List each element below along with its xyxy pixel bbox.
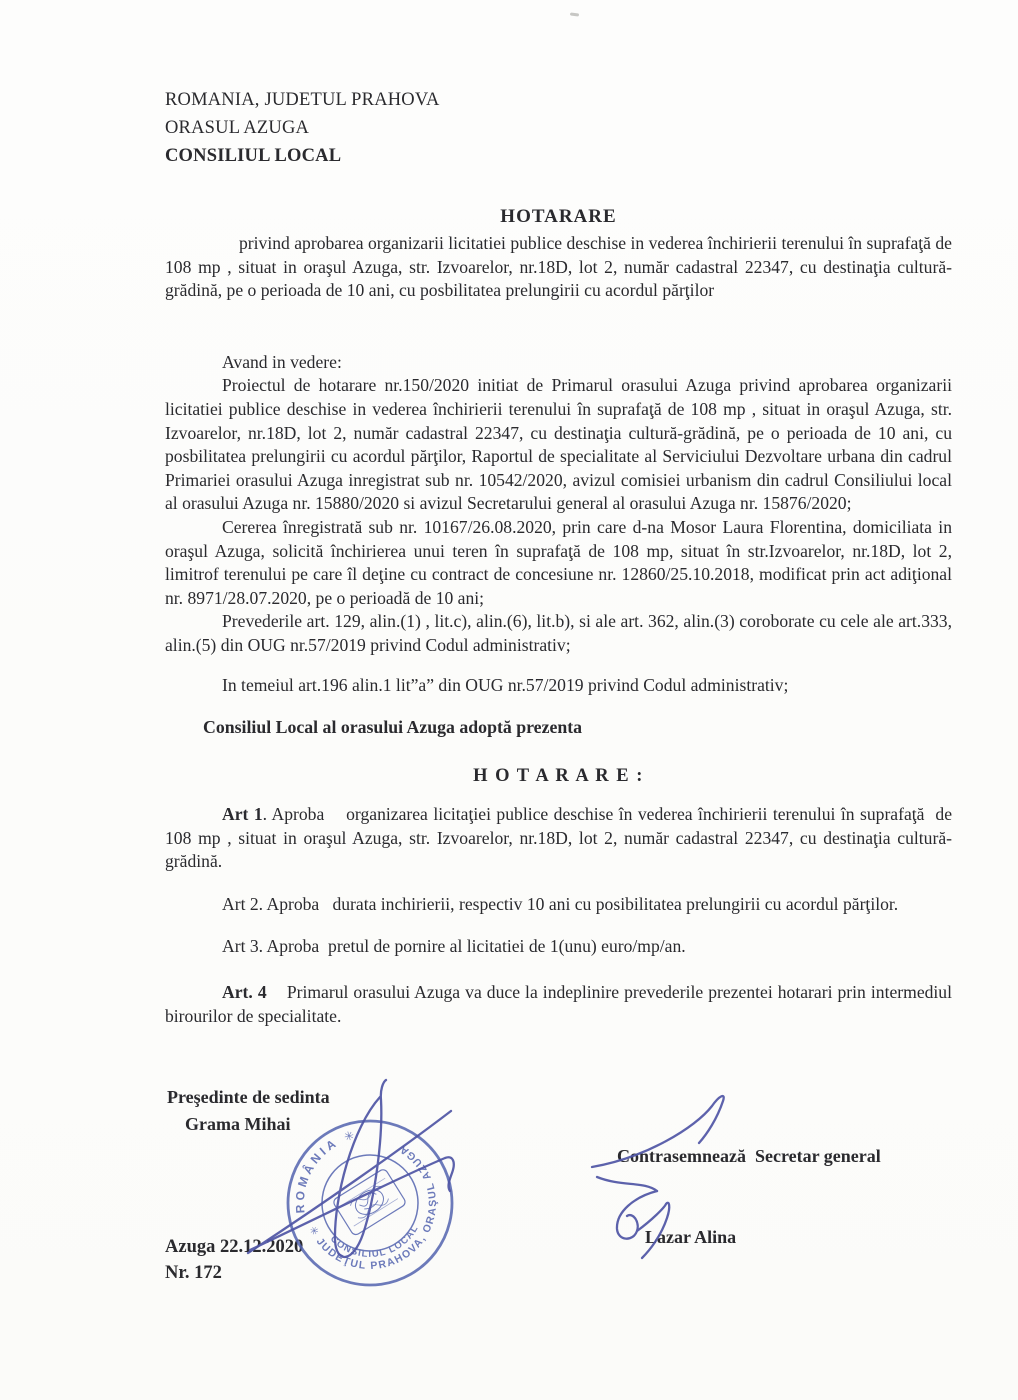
secretary-role: Contrasemnează Secretar general <box>617 1146 881 1167</box>
president-name: Grama Mihai <box>185 1114 291 1135</box>
footer-number: Nr. 172 <box>165 1263 222 1284</box>
article-4 <box>165 981 957 1028</box>
stamp-text-county-city: ✳ JUDEŢUL PRAHOVA, ORAŞUL AZUGA <box>306 1142 439 1273</box>
legal-basis-line: In temeiul art.196 alin.1 lit”a” din OUG nr.57/2019 privind Codul administrativ; <box>222 674 789 695</box>
article-4-label: Art. 4 <box>222 982 267 1003</box>
letterhead-council: CONSILIUL LOCAL <box>165 146 342 166</box>
letterhead-country-county: ROMANIA, JUDETUL PRAHOVA <box>165 90 440 110</box>
stamp-text-local-council: CONSILIUL LOCAL <box>327 1222 422 1260</box>
adoption-line: Consiliul Local al orasului Azuga adoptă prezenta <box>203 717 583 738</box>
president-role: Preşedinte de sedinta <box>167 1087 330 1108</box>
article-3-text: . Aproba pretul de pornire al licitatiei de 1(unu) euro/mp/an. <box>258 936 686 957</box>
title-block <box>165 206 952 303</box>
article-4-text: Primarul orasului Azuga va duce la indeplinire prevederile prezentei hotarari prin intermediul birourilor de specialitate. <box>165 982 957 1026</box>
footer-place-date: Azuga 22.12.2020 <box>165 1237 304 1258</box>
article-1-text: . Aproba organizarea licitaţiei publice deschise în vederea închirierii terenului în suprafaţă de 108 mp , situat in oraşul Azuga, str. Izvoarelor, nr.18D, lot 2, număr cadastral 22347, cu destinaţia cultură-grădină. <box>165 804 957 872</box>
letterhead-city: ORASUL AZUGA <box>165 118 310 138</box>
article-2 <box>165 893 952 917</box>
article-1 <box>165 803 957 874</box>
preamble-paragraph: Prevederile art. 129, alin.(1) , lit.c), alin.(6), lit.b), si ale art. 362, alin.(3) coroborate cu cele ale art.333, alin.(5) din OUG nr.57/2019 privind Codul administrativ; <box>165 611 952 655</box>
article-2-label: Art 2 <box>222 893 259 914</box>
article-1-label: Art 1 <box>222 804 263 825</box>
document-title: HOTARARE <box>500 206 617 227</box>
article-3 <box>165 935 952 959</box>
letterhead <box>165 86 952 170</box>
stamp-text-romania: ROMÂNIA ✳ <box>292 1127 360 1214</box>
preamble-intro: Avand in vedere: <box>222 351 342 372</box>
stamp-coat-of-arms <box>332 1168 407 1236</box>
preamble-paragraph: Proiectul de hotarare nr.150/2020 initiat de Primarul orasului Azuga privind aprobarea organizarii licitatiei publice deschise in vederea închirierii terenului în suprafaţă de 108 mp , situat in oraşul Azuga, str. Izvoarelor, nr.18D, lot 2, număr cadastral 22347, cu destinaţia cultură-grădină, pe o perioada de 10 ani, cu posbilitatea prelungirii cu acordul părţilor, Raportul de specialitate al Serviciului Dezvoltare urbana din cadrul Primariei orasului Azuga inregistrat sub nr. 10542/2020, avizul comisiei urbanism din cadrul Consiliului local al orasului Azuga nr. 15880/2020 si avizul Secretarului general al orasului Azuga nr. 15876/2020; <box>165 375 952 514</box>
council-stamp <box>282 1115 458 1291</box>
article-2-text: . Aproba durata inchirierii, respectiv 10 ani cu posibilitatea prelungirii cu acordul părţilor. <box>258 893 899 914</box>
article-3-label: Art 3 <box>222 936 259 957</box>
document-subtitle: privind aprobarea organizarii licitatiei publice deschise in vederea închirierii terenului în suprafaţă de 108 mp , situat in oraşul Azuga, str. Izvoarelor, nr.18D, lot 2, număr cadastral 22347, cu destinaţia cultură-grădină, pe o perioada de 10 ani, cu posbilitatea prelungirii cu acordul părţilor <box>165 233 952 301</box>
preamble-paragraph: Cererea înregistrată sub nr. 10167/26.08.2020, prin care d-na Mosor Laura Florentina, domiciliata in oraşul Azuga, solicită închirierea unui teren în suprafaţă de 108 mp, situat în str.Izvoarelor, nr.18D, lot 2, limitrof terenului pe care îl deţine cu contract de concesiune nr. 12860/25.10.2018, modificat prin act adiţional nr. 8971/28.07.2020, pe o perioadă de 10 ani; <box>165 516 952 608</box>
decision-heading: H O T A R A R E : <box>473 766 644 787</box>
document-content <box>165 86 957 1286</box>
secretary-name: Lazar Alina <box>645 1227 737 1248</box>
secretary-signature-block <box>617 1089 881 1305</box>
scan-speck <box>570 12 579 16</box>
